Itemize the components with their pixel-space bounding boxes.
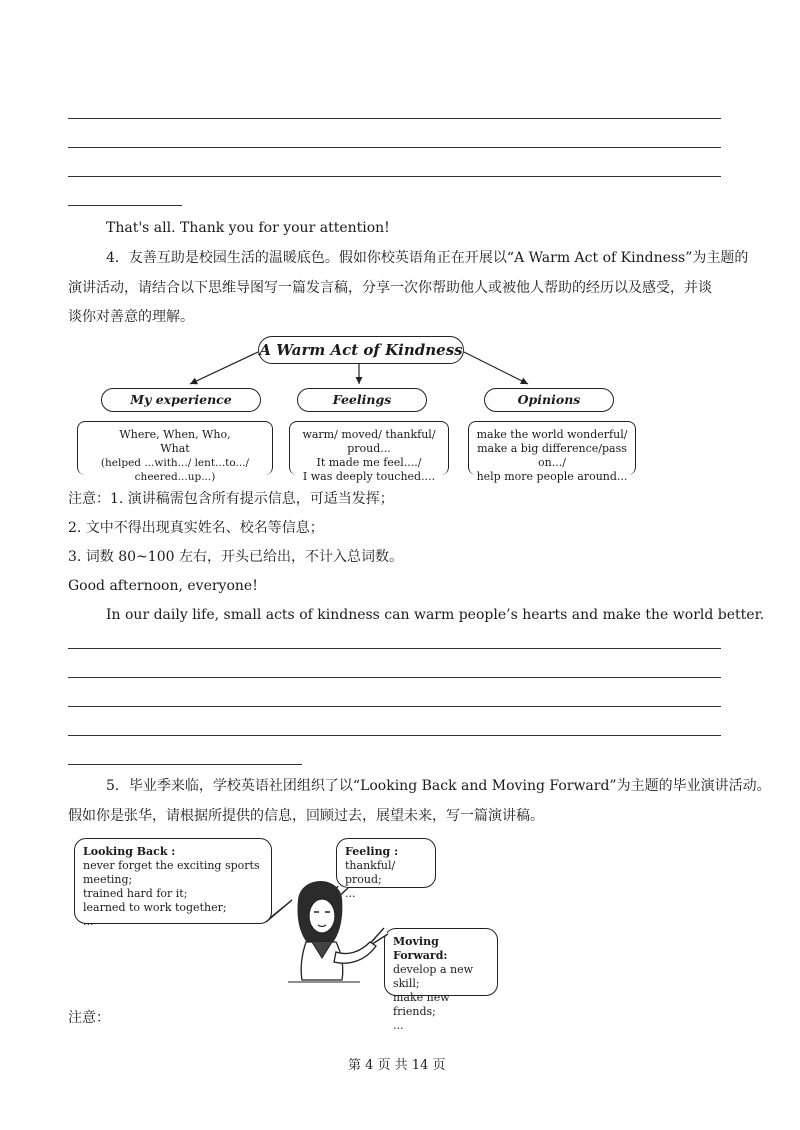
mindmap-branch-feelings: Feelings (297, 388, 427, 412)
writing-line (68, 706, 721, 707)
bubble-line: ... (345, 887, 356, 900)
bubble-moving-forward (384, 928, 498, 1032)
writing-line (68, 677, 721, 678)
mindmap-branch-opinions: Opinions (484, 388, 614, 412)
bubble-line: ... (83, 915, 94, 928)
box-line: (helped ...with.../ lent...to.../ cheered...up...) (100, 457, 250, 483)
girl-illustration (230, 830, 400, 990)
page-number: 第 4 页 共 14 页 (348, 1058, 446, 1073)
q4-prompt-line3: 谈你对善意的理解。 (68, 309, 194, 325)
q5-prompt-line1: 5．毕业季来临，学校英语社团组织了以“Looking Back and Moving Forward”为主题的毕业演讲活动。 (106, 778, 771, 794)
mindmap-box-feelings (289, 421, 449, 483)
bubble-line: trained hard for it; (83, 887, 188, 900)
arrow-right (464, 352, 528, 384)
bubble-title: Feeling : (345, 845, 399, 858)
box-line: help more people around... (476, 470, 628, 483)
writing-line (68, 648, 721, 649)
writing-line-short (68, 764, 302, 765)
q4-note-1: 注意：1. 演讲稿需包含所有提示信息，可适当发挥； (68, 491, 394, 507)
bubble-line: ... (393, 1019, 404, 1032)
box-line: It made me feel..../ (316, 456, 422, 469)
box-line: What (160, 442, 190, 455)
q4-opening-sentence: In our daily life, small acts of kindness can warm people’s hearts and make the world better. (106, 607, 765, 623)
box-line: make a big difference/pass on.../ (477, 442, 627, 469)
mindmap-box-experience (77, 421, 273, 483)
bubble-line: make new friends; (393, 991, 450, 1018)
writing-line (68, 735, 721, 736)
bubble-title: Moving Forward: (393, 935, 448, 962)
box-line: Where, When, Who, (119, 428, 231, 441)
q4-note-2: 2. 文中不得出现真实姓名、校名等信息； (68, 520, 324, 536)
bubble-line: never forget the exciting sports meeting; (83, 859, 260, 886)
q4-greeting: Good afternoon, everyone! (68, 578, 258, 594)
mindmap-branch-experience: My experience (101, 388, 261, 412)
box-line: make the world wonderful/ (476, 428, 628, 441)
mindmap-center-node: A Warm Act of Kindness (258, 336, 464, 364)
mindmap-box-opinions (468, 421, 636, 483)
q5-prompt-line2: 假如你是张华，请根据所提供的信息，回顾过去，展望未来，写一篇演讲稿。 (68, 808, 544, 824)
q4-note-3: 3. 词数 80~100 左右，开头已给出，不计入总词数。 (68, 549, 403, 565)
box-line: warm/ moved/ thankful/ proud... (302, 428, 436, 455)
bubble-line: develop a new skill; (393, 963, 474, 990)
q4-prompt-line2: 演讲活动，请结合以下思维导图写一篇发言稿，分享一次你帮助他人或被他人帮助的经历以及感受，并谈 (68, 280, 712, 296)
bubble-line: thankful/ proud; (345, 859, 396, 886)
q4-prompt-line1: 4．友善互助是校园生活的温暖底色。假如你校英语角正在开展以“A Warm Act of Kindness”为主题的 (106, 250, 749, 266)
bubble-title: Looking Back : (83, 845, 176, 858)
closing-sentence: That's all. Thank you for your attention! (106, 220, 390, 236)
arrow-left (190, 352, 258, 384)
bubble-line: learned to work together; (83, 901, 227, 914)
box-line: I was deeply touched.... (302, 470, 436, 483)
q5-note-label: 注意： (68, 1010, 110, 1026)
